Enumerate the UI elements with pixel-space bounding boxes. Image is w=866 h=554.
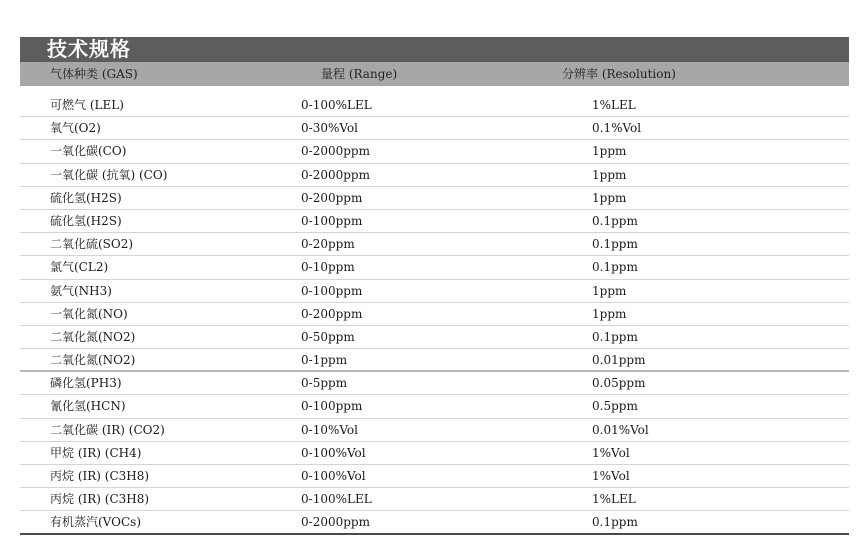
cell-gas: 磷化氢(PH3) bbox=[50, 376, 122, 391]
cell-range: 0-100%Vol bbox=[301, 445, 366, 460]
table-row bbox=[20, 349, 849, 372]
cell-gas: 氯气(CL2) bbox=[50, 260, 109, 275]
table-row bbox=[20, 233, 849, 256]
table-row bbox=[20, 395, 849, 418]
cell-range: 0-20ppm bbox=[301, 237, 355, 252]
cell-range: 0-200ppm bbox=[301, 190, 363, 205]
cell-resolution: 0.1ppm bbox=[592, 515, 638, 530]
cell-resolution: 0.1ppm bbox=[592, 329, 638, 344]
cell-resolution: 0.01%Vol bbox=[592, 422, 649, 437]
table-row bbox=[20, 465, 849, 488]
cell-range: 0-100%Vol bbox=[301, 469, 366, 483]
header-range: 量程 (Range) bbox=[321, 67, 398, 81]
cell-range: 0-5ppm bbox=[301, 376, 348, 391]
cell-resolution: 1ppm bbox=[592, 190, 627, 205]
cell-range: 0-10ppm bbox=[301, 260, 355, 275]
table-row bbox=[20, 140, 849, 163]
cell-resolution: 0.5ppm bbox=[592, 399, 638, 414]
cell-range: 0-30%Vol bbox=[301, 121, 358, 136]
cell-gas: 二氧化硫(SO2) bbox=[50, 237, 134, 252]
cell-gas: 一氧化氮(NO) bbox=[50, 306, 128, 321]
cell-range: 0-10%Vol bbox=[301, 422, 358, 437]
cell-gas: 氰化氢(HCN) bbox=[50, 399, 126, 414]
header-gas: 气体种类 (GAS) bbox=[50, 67, 138, 81]
table-row bbox=[20, 280, 849, 303]
cell-gas: 有机蒸汽(VOCs) bbox=[50, 515, 141, 530]
cell-resolution: 1ppm bbox=[592, 306, 627, 321]
cell-range: 0-2000ppm bbox=[301, 167, 370, 182]
cell-gas: 甲烷 (IR) (CH4) bbox=[50, 445, 142, 460]
table-row bbox=[20, 210, 849, 233]
cell-gas: 硫化氢(H2S) bbox=[50, 213, 122, 228]
cell-range: 0-100ppm bbox=[301, 283, 363, 298]
cell-resolution: 1%Vol bbox=[592, 469, 630, 483]
table-row bbox=[20, 164, 849, 187]
cell-gas: 丙烷 (IR) (C3H8) bbox=[50, 492, 150, 507]
table-row bbox=[20, 372, 849, 395]
cell-gas: 二氧化氮(NO2) bbox=[50, 353, 136, 368]
table-row bbox=[20, 442, 849, 465]
cell-resolution: 1ppm bbox=[592, 144, 627, 159]
cell-gas: 硫化氢(H2S) bbox=[50, 190, 122, 205]
cell-range: 0-2000ppm bbox=[301, 144, 370, 159]
cell-gas: 一氧化碳 (抗氧) (CO) bbox=[50, 167, 168, 182]
cell-resolution: 0.01ppm bbox=[592, 353, 646, 368]
table-row bbox=[20, 187, 849, 210]
cell-range: 0-100%LEL bbox=[301, 98, 372, 112]
cell-range: 0-100ppm bbox=[301, 213, 363, 228]
cell-resolution: 0.1ppm bbox=[592, 260, 638, 275]
table-row bbox=[20, 326, 849, 349]
cell-gas: 丙烷 (IR) (C3H8) bbox=[50, 469, 150, 483]
cell-resolution: 1%LEL bbox=[592, 492, 636, 507]
cell-resolution: 1%Vol bbox=[592, 445, 630, 460]
table-row bbox=[20, 94, 849, 117]
spec-sheet bbox=[20, 37, 849, 535]
cell-gas: 一氧化碳(CO) bbox=[50, 144, 127, 159]
cell-resolution: 1%LEL bbox=[592, 98, 636, 112]
cell-gas: 氨气(NH3) bbox=[50, 283, 112, 298]
cell-range: 0-100ppm bbox=[301, 399, 363, 414]
table-row bbox=[20, 488, 849, 511]
cell-resolution: 0.1ppm bbox=[592, 237, 638, 252]
cell-range: 0-100%LEL bbox=[301, 492, 372, 507]
table-row bbox=[20, 117, 849, 140]
cell-gas: 二氧化氮(NO2) bbox=[50, 329, 136, 344]
header-resolution: 分辨率 (Resolution) bbox=[562, 67, 676, 81]
cell-resolution: 0.1%Vol bbox=[592, 121, 642, 136]
cell-resolution: 0.05ppm bbox=[592, 376, 646, 391]
cell-range: 0-2000ppm bbox=[301, 515, 370, 530]
table-row bbox=[20, 256, 849, 279]
cell-range: 0-200ppm bbox=[301, 306, 363, 321]
section-title: 技术规格 bbox=[20, 37, 849, 62]
cell-resolution: 1ppm bbox=[592, 283, 627, 298]
cell-resolution: 0.1ppm bbox=[592, 213, 638, 228]
cell-resolution: 1ppm bbox=[592, 167, 627, 182]
table-row bbox=[20, 303, 849, 326]
cell-gas: 氧气(O2) bbox=[50, 121, 101, 136]
cell-range: 0-1ppm bbox=[301, 353, 348, 368]
table-row bbox=[20, 419, 849, 442]
cell-range: 0-50ppm bbox=[301, 329, 355, 344]
cell-gas: 可燃气 (LEL) bbox=[50, 98, 124, 112]
table-header bbox=[20, 62, 849, 86]
table-row bbox=[20, 511, 849, 534]
table-body bbox=[20, 94, 849, 535]
cell-gas: 二氧化碳 (IR) (CO2) bbox=[50, 422, 165, 437]
